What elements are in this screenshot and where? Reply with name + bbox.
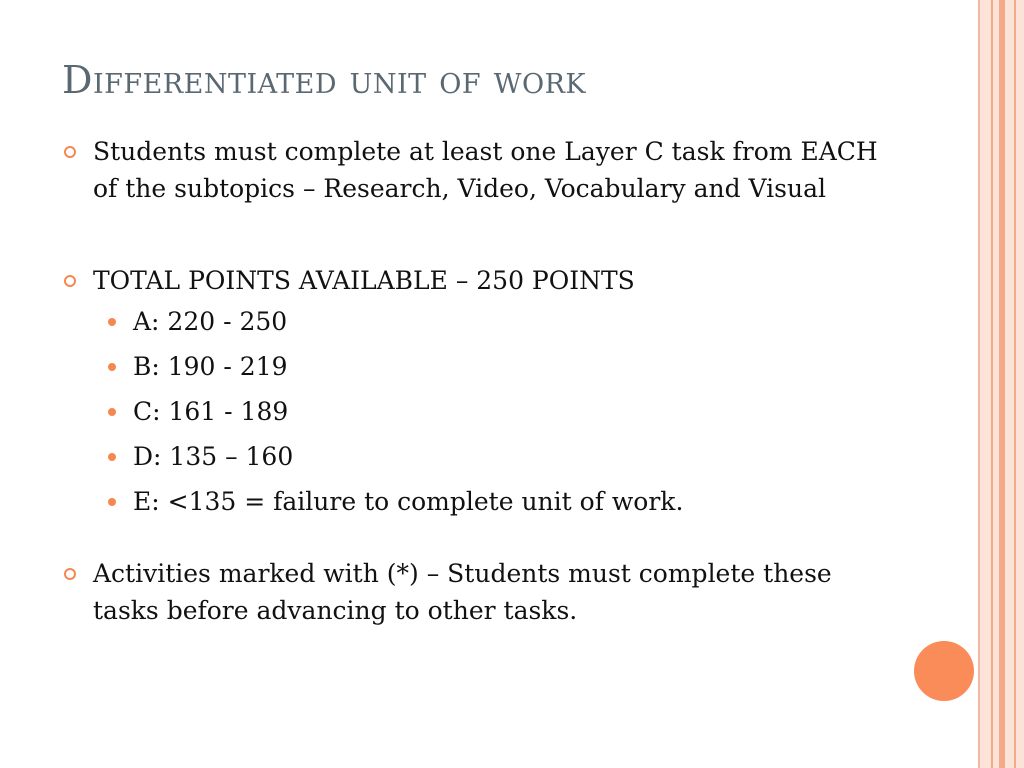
slide-content <box>64 133 884 629</box>
orange-circle-decoration <box>914 641 974 701</box>
filled-dot-bullet-icon <box>108 453 116 461</box>
slide-title: Differentiated unit of work <box>62 58 587 102</box>
grade-text: C: 161 - 189 <box>133 397 289 426</box>
filled-dot-bullet-icon <box>108 498 116 506</box>
hollow-circle-bullet-icon <box>64 568 76 580</box>
bullet-item <box>64 262 884 299</box>
bullet-text: Students must complete at least one Layer C task from EACH of the subtopics – Research, Video, Vocabulary and Visual <box>93 137 878 203</box>
spacer <box>64 207 884 262</box>
bullet-text: Activities marked with (*) – Students must complete these tasks before advancing to other tasks. <box>93 559 832 625</box>
grade-text: D: 135 – 160 <box>133 442 294 471</box>
grade-text: B: 190 - 219 <box>133 352 288 381</box>
grade-item <box>64 389 884 434</box>
right-stripe <box>991 0 993 768</box>
grade-item <box>64 299 884 344</box>
grade-text: E: <135 = failure to complete unit of work. <box>133 487 684 516</box>
grade-item <box>64 479 884 524</box>
bullet-item <box>64 133 884 207</box>
hollow-circle-bullet-icon <box>64 275 76 287</box>
bullet-text: TOTAL POINTS AVAILABLE – 250 POINTS <box>93 266 635 295</box>
grade-list <box>64 299 884 524</box>
grade-text: A: 220 - 250 <box>133 307 288 336</box>
grade-item <box>64 344 884 389</box>
hollow-circle-bullet-icon <box>64 146 76 158</box>
filled-dot-bullet-icon <box>108 318 116 326</box>
spacer <box>64 524 884 555</box>
bullet-item <box>64 555 884 629</box>
filled-dot-bullet-icon <box>108 408 116 416</box>
grade-item <box>64 434 884 479</box>
right-stripe <box>978 0 980 768</box>
right-stripe <box>999 0 1005 768</box>
filled-dot-bullet-icon <box>108 363 116 371</box>
right-stripe <box>1014 0 1016 768</box>
